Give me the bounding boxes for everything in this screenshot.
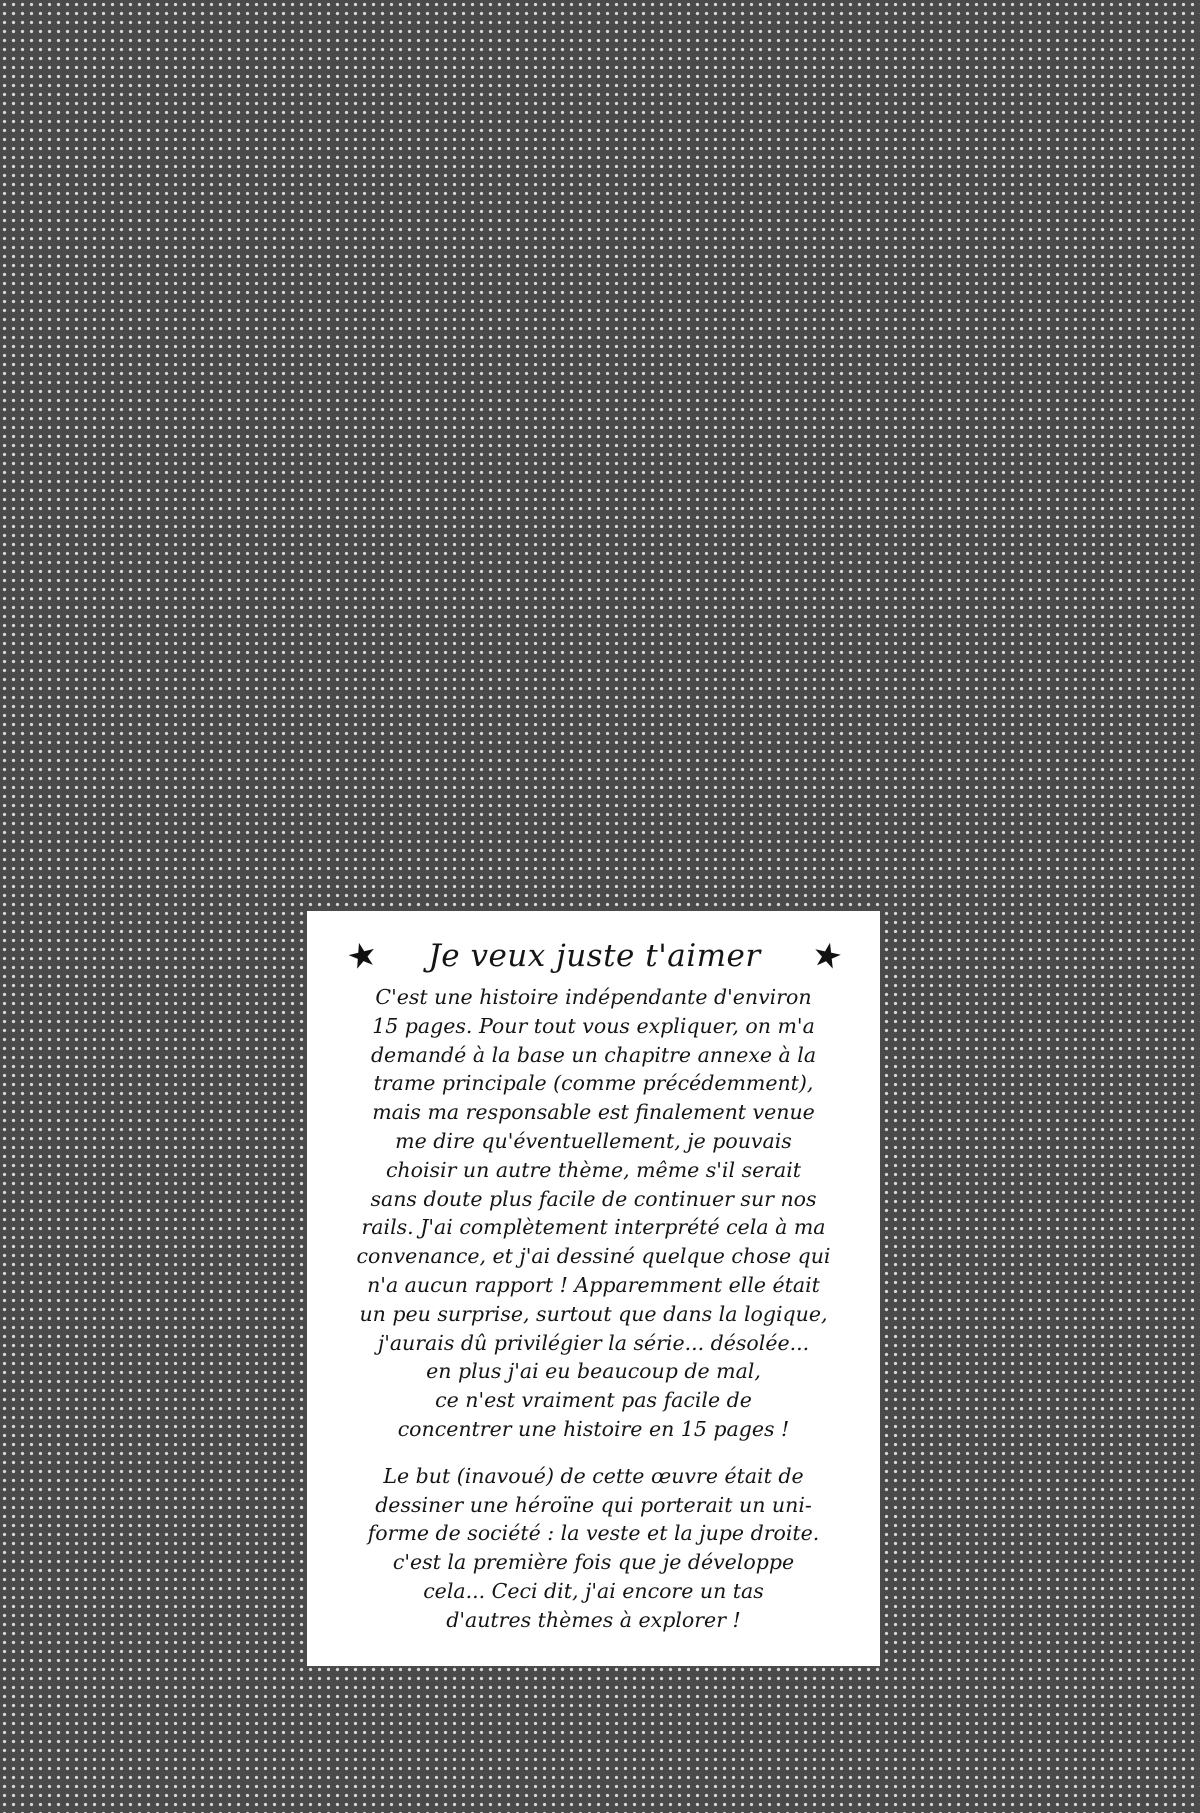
star-icon: ★ — [342, 932, 382, 980]
note-paragraph-1: C'est une histoire indépendante d'environ 15 pages. Pour tout vous expliquer, on m'a demandé à la base un chapitre annexe à la trame principale (comme précédemment), mais ma responsable est finalement venue me dire qu'éventuellement, je pouvais choisir un autre thème, même s'il serait sans doute plus facile de continuer sur nos rails. J'ai complètement interprété cela à ma convenance, et j'ai dessiné quelque chose qui n'a aucun rapport ! Apparemment elle était un peu surprise, surtout que dans la logique, j'aurais dû privilégier la série... désolée... en plus j'ai eu beaucoup de mal, ce n'est vraiment pas facile de concentrer une histoire en 15 pages ! — [356, 985, 831, 1441]
star-icon: ★ — [807, 933, 846, 979]
note-title-row — [333, 931, 854, 981]
author-note-box — [307, 911, 880, 1666]
note-title: Je veux juste t'aimer — [428, 938, 761, 974]
note-paragraph-2: Le but (inavoué) de cette œuvre était de dessiner une héroïne qui porterait un uni- forme de société : la veste et la jupe droite. c'est la première fois que je développe cela... Ceci dit, j'ai encore un tas d'autres thèmes à explorer ! — [367, 1463, 820, 1632]
